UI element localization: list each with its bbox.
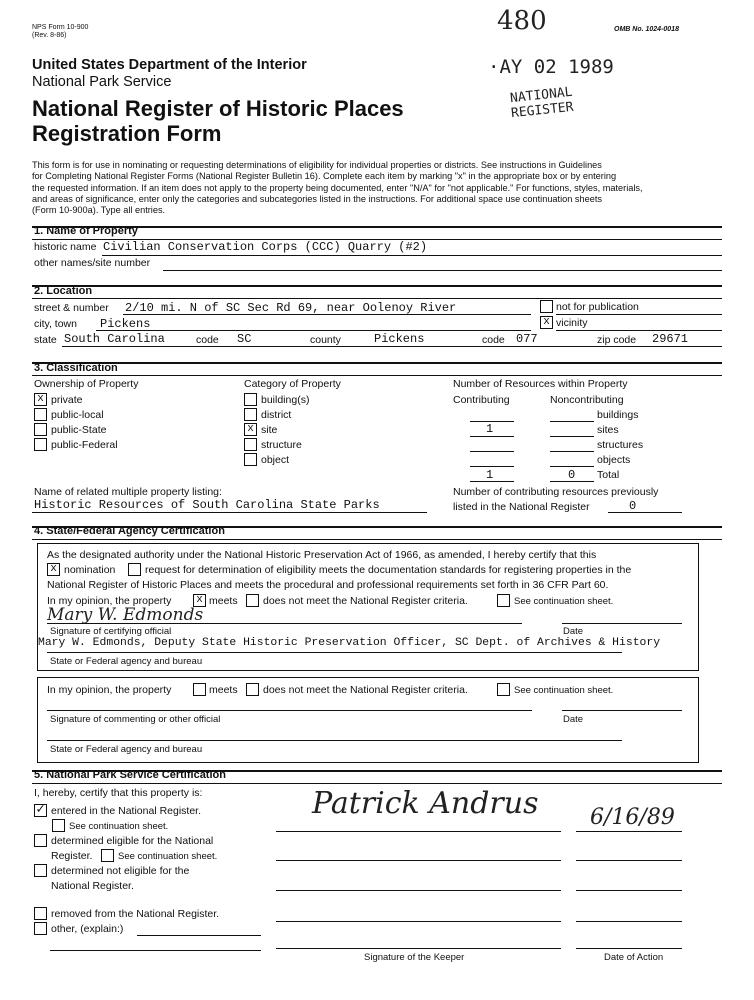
resources-total-noncontributing[interactable]: 0 <box>568 468 576 482</box>
category-structure-checkbox[interactable] <box>244 438 257 451</box>
date2-label: Date <box>563 714 584 725</box>
nomination-checkbox[interactable]: x <box>47 563 60 576</box>
state-code-label: code <box>196 334 219 346</box>
county-value[interactable]: Pickens <box>374 332 425 346</box>
eligibility-request-checkbox[interactable] <box>128 563 141 576</box>
entered-checkbox[interactable]: ✓ <box>34 804 47 817</box>
street-value[interactable]: 2/10 mi. N of SC Sec Rd 69, near Oolenoy River <box>125 301 457 315</box>
entered-continuation-label: See continuation sheet. <box>69 821 169 832</box>
category-site-checkbox[interactable]: x <box>244 423 257 436</box>
city-label: city, town <box>34 318 77 330</box>
category-district-checkbox[interactable] <box>244 408 257 421</box>
county-label: county <box>310 334 341 346</box>
eligible-label1: determined eligible for the National <box>51 835 214 847</box>
eligible-continuation-checkbox[interactable] <box>101 849 114 862</box>
form-title-line2: Registration Form <box>32 121 222 146</box>
noncontributing-heading: Noncontributing <box>550 394 624 406</box>
form-title-line1: National Register of Historic Places <box>32 96 404 121</box>
section5-heading: 5. National Park Service Certification <box>34 769 226 781</box>
certification-paragraph3: National Register of Historic Places and meets the procedural and professional requirements set forth in 36 CFR Part 60. <box>47 579 609 591</box>
removed-label: removed from the National Register. <box>51 908 220 920</box>
received-stamp-date: ·AY 02 1989 <box>488 56 614 78</box>
category-structure-label: structure <box>261 439 302 451</box>
resources-buildings-label: buildings <box>597 409 639 421</box>
not-eligible-label2: National Register. <box>51 880 134 892</box>
does-not-meet-checkbox[interactable] <box>246 594 259 607</box>
eligible-checkbox[interactable] <box>34 834 47 847</box>
other-names-label: other names/site number <box>34 257 151 269</box>
state-label: state <box>34 334 57 346</box>
stamp-national: NATIONAL <box>509 84 574 107</box>
category-object-label: object <box>261 454 290 466</box>
opinion-prefix: In my opinion, the property <box>47 595 172 607</box>
zip-value[interactable]: 29671 <box>652 332 689 346</box>
certifying-official-signature: Mary W. Edmonds <box>47 605 204 625</box>
form-number: NPS Form 10-900 <box>32 24 89 31</box>
previously-listed-label1: Number of contributing resources previously <box>453 486 659 498</box>
does-not-meet2-label: does not meet the National Register criteria. <box>263 684 468 696</box>
resources-heading: Number of Resources within Property <box>453 378 628 390</box>
county-code-label: code <box>482 334 505 346</box>
previously-listed-value[interactable]: 0 <box>629 499 637 513</box>
signature2-label: Signature of commenting or other official <box>50 714 221 725</box>
historic-name-value[interactable]: Civilian Conservation Corps (CCC) Quarry (#2) <box>103 240 428 254</box>
section4-heading: 4. State/Federal Agency Certification <box>34 525 225 537</box>
category-buildings-label: building(s) <box>261 394 310 406</box>
meets2-checkbox[interactable] <box>193 683 206 696</box>
signature-label: Signature of certifying official <box>50 626 172 637</box>
entered-label: entered in the National Register. <box>51 805 202 817</box>
ownership-public-federal-checkbox[interactable] <box>34 438 47 451</box>
multiple-listing-value[interactable]: Historic Resources of South Carolina State Parks <box>34 498 380 512</box>
ownership-heading: Ownership of Property <box>34 378 139 390</box>
other-label: other, (explain:) <box>51 923 124 935</box>
handwritten-number: 480 <box>497 6 547 36</box>
agency-bureau-label: State or Federal agency and bureau <box>50 656 203 667</box>
other-checkbox[interactable] <box>34 922 47 935</box>
not-eligible-label1: determined not eligible for the <box>51 865 190 877</box>
not-eligible-checkbox[interactable] <box>34 864 47 877</box>
keeper-signature-label: Signature of the Keeper <box>364 952 465 963</box>
resources-total-label: Total <box>597 469 620 481</box>
resources-objects-label: objects <box>597 454 631 466</box>
resources-total-contributing[interactable]: 1 <box>486 468 494 482</box>
multiple-listing-label: Name of related multiple property listing: <box>34 486 222 498</box>
date-of-action-label: Date of Action <box>604 952 664 963</box>
service-name: National Park Service <box>32 74 172 90</box>
ownership-public-federal-label: public-Federal <box>51 439 118 451</box>
meets2-label: meets <box>209 684 238 696</box>
continuation-sheet2-checkbox[interactable] <box>497 683 510 696</box>
official-title-value[interactable]: Mary W. Edmonds, Deputy State Historic Preservation Officer, SC Dept. of Archives & History <box>38 637 661 649</box>
nps-certify-intro: I, hereby, certify that this property is: <box>34 787 203 799</box>
vicinity-label: vicinity <box>556 317 588 329</box>
agency-bureau2-label: State or Federal agency and bureau <box>50 744 203 755</box>
zip-label: zip code <box>597 334 637 346</box>
state-code-value[interactable]: SC <box>237 332 252 346</box>
category-district-label: district <box>261 409 292 421</box>
meets-checkbox[interactable]: x <box>193 594 206 607</box>
city-value[interactable]: Pickens <box>100 317 151 331</box>
resources-sites-label: sites <box>597 424 619 436</box>
removed-checkbox[interactable] <box>34 907 47 920</box>
category-heading: Category of Property <box>244 378 341 390</box>
ownership-public-local-checkbox[interactable] <box>34 408 47 421</box>
eligible-label2: Register. <box>51 850 93 862</box>
not-for-publication-checkbox[interactable] <box>540 300 553 313</box>
not-for-publication-label: not for publication <box>556 301 639 313</box>
does-not-meet2-checkbox[interactable] <box>246 683 259 696</box>
form-revision: (Rev. 8-86) <box>32 32 67 39</box>
stamp-register: REGISTER <box>510 99 575 122</box>
certification-paragraph2: request for determination of eligibility meets the documentation standards for registering properties in the <box>145 564 632 576</box>
resources-sites-contributing[interactable]: 1 <box>486 422 494 436</box>
eligible-continuation-label: See continuation sheet. <box>118 851 218 862</box>
entered-continuation-checkbox[interactable] <box>52 819 65 832</box>
ownership-private-checkbox[interactable]: x <box>34 393 47 406</box>
department-name: United States Department of the Interior <box>32 57 307 73</box>
continuation-sheet-checkbox[interactable] <box>497 594 510 607</box>
meets-label: meets <box>209 595 238 607</box>
instructions: This form is for use in nominating or requesting determinations of eligibility for individual properties or districts. See instructions in Guidelines for Completing National Register Forms (National Register Bulletin 16). Complete each item by marking "x" in the appropriate box or by entering the requested information. If an item does not apply to the property being documented, enter "N/A" for "not applicable." For functions, styles, materials, and areas of significance, enter only the categories and subcategories listed in the instructions. For additional space use continuation sheets (Form 10-900a). Type all entries. <box>32 160 643 216</box>
previously-listed-label2: listed in the National Register <box>453 501 590 513</box>
contributing-heading: Contributing <box>453 394 510 406</box>
nomination-label: nomination <box>64 564 116 576</box>
ownership-private-label: private <box>51 394 83 406</box>
category-buildings-checkbox[interactable] <box>244 393 257 406</box>
section2-heading: 2. Location <box>34 285 93 297</box>
opinion2-prefix: In my opinion, the property <box>47 684 172 696</box>
date-label: Date <box>563 626 584 637</box>
action-date-value: 6/16/89 <box>590 805 675 830</box>
section1-heading: 1. Name of Property <box>34 225 138 237</box>
vicinity-checkbox[interactable]: x <box>540 316 553 329</box>
ownership-public-state-label: public-State <box>51 424 107 436</box>
omb-number: OMB No. 1024-0018 <box>614 26 679 33</box>
historic-name-label: historic name <box>34 241 97 253</box>
resources-structures-label: structures <box>597 439 644 451</box>
certification-paragraph1: As the designated authority under the National Historic Preservation Act of 1966, as amended, I hereby certify that this <box>47 549 597 561</box>
keeper-signature: Patrick Andrus <box>312 786 539 821</box>
ownership-public-state-checkbox[interactable] <box>34 423 47 436</box>
ownership-public-local-label: public-local <box>51 409 104 421</box>
section3-heading: 3. Classification <box>34 362 118 374</box>
county-code-value[interactable]: 077 <box>516 332 538 346</box>
category-object-checkbox[interactable] <box>244 453 257 466</box>
category-site-label: site <box>261 424 278 436</box>
continuation-sheet2-label: See continuation sheet. <box>514 685 614 696</box>
state-value[interactable]: South Carolina <box>64 332 165 346</box>
does-not-meet-label: does not meet the National Register criteria. <box>263 595 468 607</box>
street-label: street & number <box>34 302 109 314</box>
continuation-sheet-label: See continuation sheet. <box>514 596 614 607</box>
